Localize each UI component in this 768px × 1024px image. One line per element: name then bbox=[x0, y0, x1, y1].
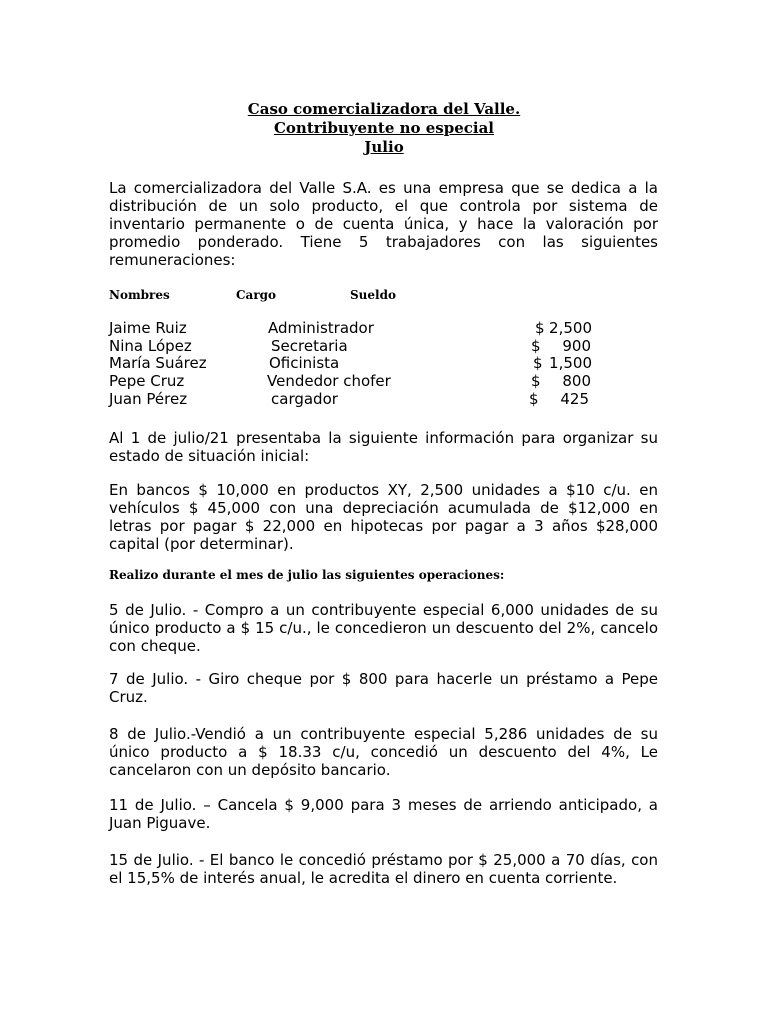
title-line-3: Julio bbox=[364, 138, 404, 156]
staff-name: Nina López bbox=[109, 336, 192, 355]
staff-currency: $ bbox=[529, 389, 539, 408]
staff-role: Oficinista bbox=[269, 354, 340, 373]
staff-name: Jaime Ruiz bbox=[109, 319, 187, 337]
initial-info-paragraph: Al 1 de julio/21 presentaba la siguiente información para organizar su estado de situación inicial: bbox=[109, 429, 658, 465]
header-cargo: Cargo bbox=[236, 288, 277, 302]
staff-role: Secretaria bbox=[271, 336, 348, 355]
staff-salary: 1,500 bbox=[549, 354, 592, 373]
operation-jul-5: 5 de Julio. - Compro a un contribuyente especial 6,000 unidades de su único producto a $ 15 c/u., le concedieron un descuento del 2%, cancelo con cheque. bbox=[109, 601, 658, 655]
staff-salary: 2,500 bbox=[549, 319, 592, 337]
operations-heading: Realizo durante el mes de julio las siguientes operaciones: bbox=[109, 568, 505, 582]
staff-name: Pepe Cruz bbox=[109, 372, 185, 391]
staff-name: Juan Pérez bbox=[109, 389, 188, 408]
staff-name: María Suárez bbox=[109, 354, 207, 373]
document-title bbox=[0, 100, 768, 157]
table-row bbox=[0, 338, 768, 356]
title-line-1: Caso comercializadora del Valle. bbox=[247, 100, 521, 118]
staff-role: cargador bbox=[271, 389, 338, 408]
header-sueldo: Sueldo bbox=[350, 288, 396, 302]
table-row bbox=[0, 355, 768, 373]
operation-jul-15: 15 de Julio. - El banco le concedió préstamo por $ 25,000 a 70 días, con el 15,5% de interés anual, le acredita el dinero en cuenta corriente. bbox=[109, 851, 658, 887]
table-row bbox=[0, 373, 768, 391]
title-line-2: Contribuyente no especial bbox=[273, 119, 495, 137]
staff-currency: $ bbox=[531, 372, 541, 391]
intro-paragraph: La comercializadora del Valle S.A. es una empresa que se dedica a la distribución de un solo producto, el que controla por sistema de inventario permanente o de cuenta única, y hace la valoración por promedio ponderado. Tiene 5 trabajadores con las siguientes remuneraciones: bbox=[109, 179, 658, 269]
staff-table bbox=[0, 320, 768, 408]
staff-currency: $ bbox=[533, 354, 543, 373]
operation-jul-7: 7 de Julio. - Giro cheque por $ 800 para hacerle un préstamo a Pepe Cruz. bbox=[109, 670, 658, 706]
staff-salary: 900 bbox=[562, 336, 591, 355]
staff-salary: 800 bbox=[562, 372, 591, 391]
staff-currency: $ bbox=[535, 319, 545, 337]
header-nombres: Nombres bbox=[109, 288, 170, 302]
staff-role: Vendedor chofer bbox=[267, 372, 391, 391]
table-row bbox=[0, 391, 768, 409]
table-row bbox=[0, 320, 768, 338]
operation-jul-8: 8 de Julio.-Vendió a un contribuyente especial 5,286 unidades de su único producto a $ 18.33 c/u, concedió un descuento del 4%, Le cancelaron con un depósito bancario. bbox=[109, 725, 658, 779]
staff-salary: 425 bbox=[560, 389, 589, 408]
operation-jul-11: 11 de Julio. – Cancela $ 9,000 para 3 meses de arriendo anticipado, a Juan Piguave. bbox=[109, 796, 658, 832]
staff-table-header bbox=[0, 288, 768, 304]
staff-role: Administrador bbox=[268, 319, 374, 337]
staff-currency: $ bbox=[531, 336, 541, 355]
balances-paragraph: En bancos $ 10,000 en productos XY, 2,500 unidades a $10 c/u. en vehículos $ 45,000 con una depreciación acumulada de $12,000 en letras por pagar $ 22,000 en hipotecas por pagar a 3 años $28,000 capital (por determinar). bbox=[109, 481, 658, 553]
